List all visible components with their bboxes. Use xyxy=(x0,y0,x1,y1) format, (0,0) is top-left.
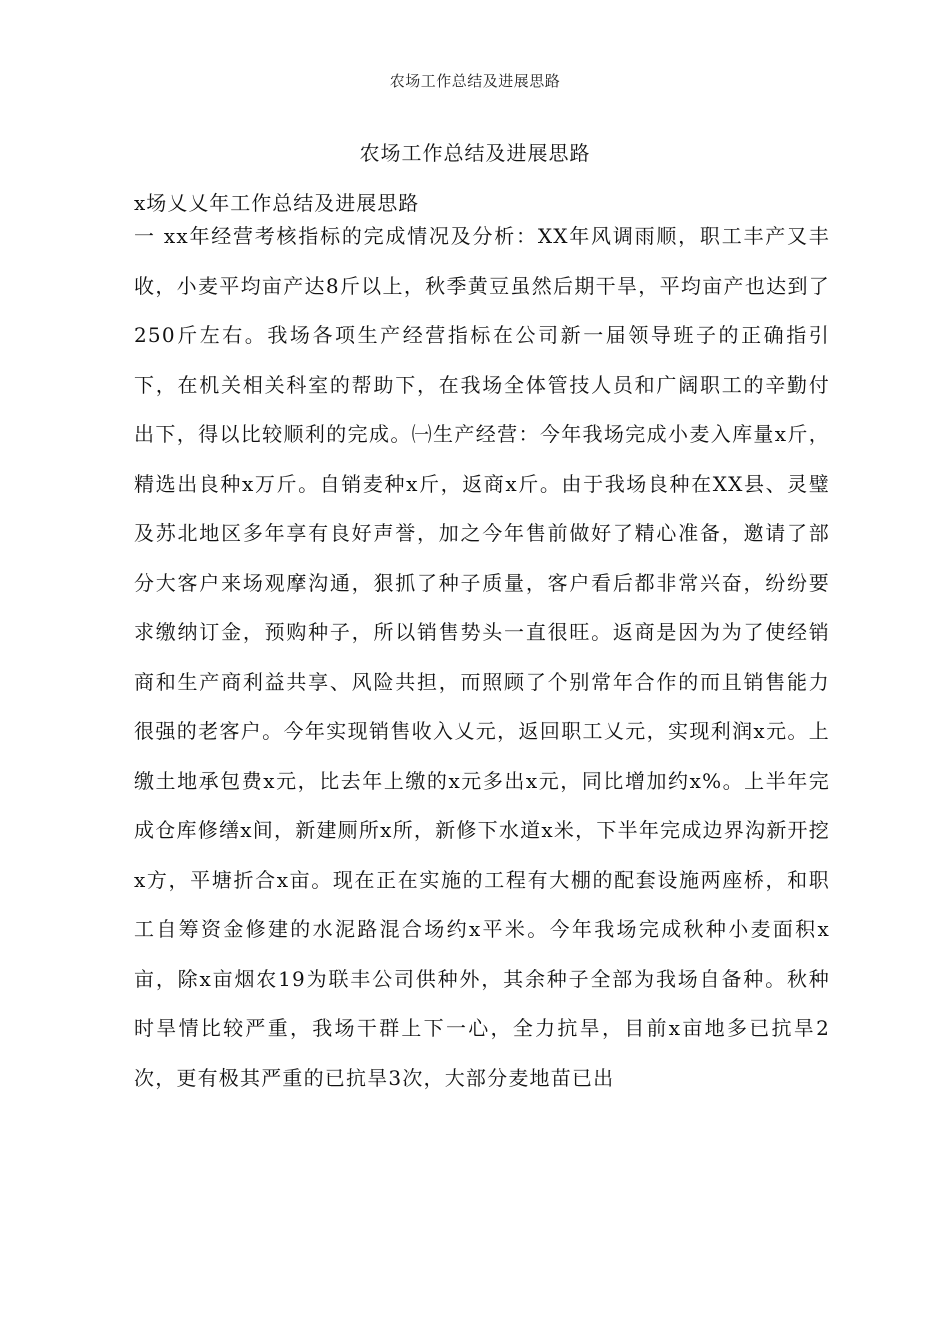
running-header: 农场工作总结及进展思路 xyxy=(389,72,561,90)
document-subtitle: x场乂乂年工作总结及进展思路 xyxy=(134,191,420,215)
document-title: 农场工作总结及进展思路 xyxy=(359,141,591,165)
body-paragraph: 一 xx年经营考核指标的完成情况及分析：XX年风调雨顺，职工丰产又丰收，小麦平均亩产达8斤以上，秋季黄豆虽然后期干旱，平均亩产也达到了 250斤左右。我场各项生产经营指标在公司新一届领导班子的正确指引下，在机关相关科室的帮助下，在我场全体管技人员和广阔职工的辛勤付出下，得以比较顺利的完成。㈠生产经营：今年我场完成小麦入库量x斤，精选出良种x万斤。自销麦种x斤，返商x斤。由于我场良种在XX县、灵璧及苏北地区多年享有良好声誉，加之今年售前做好了精心准备，邀请了部分大客户来场观摩沟通，狠抓了种子质量，客户看后都非常兴奋，纷纷要求缴纳订金，预购种子，所以销售势头一直很旺。返商是因为为了使经销商和生产商利益共享、风险共担，而照顾了个别常年合作的而且销售能力很强的老客户。今年实现销售收入乂元，返回职工乂元，实现利润x元。上缴土地承包费x元，比去年上缴的x元多出x元，同比增加约x%。上半年完成仓库修缮x间，新建厕所x所，新修下水道x米，下半年完成边界沟新开挖x方，平塘折合x亩。现在正在实施的工程有大棚的配套设施两座桥，和职工自筹资金修建的水泥路混合场约x平米。今年我场完成秋种小麦面积x亩，除x亩烟农19为联丰公司供种外，其余种子全部为我场自备种。秋种时旱情比较严重，我场干群上下一心，全力抗旱，目前x亩地多已抗旱2次，更有极其严重的已抗旱3次，大部分麦地苗已出 xyxy=(134,224,830,1090)
